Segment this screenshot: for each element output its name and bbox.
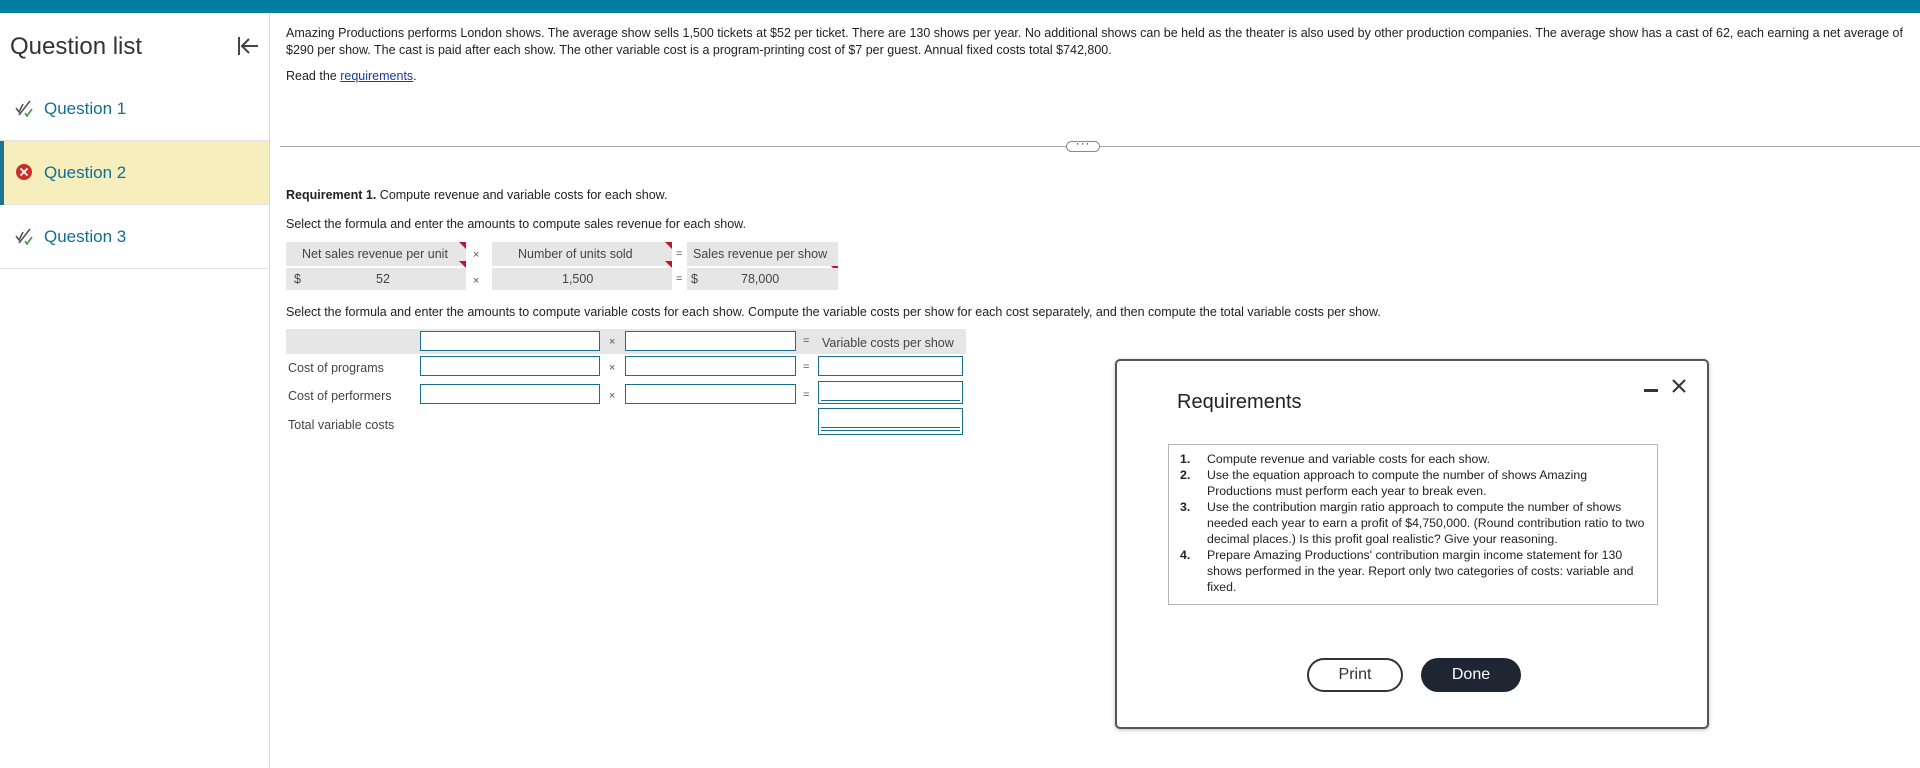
sidebar-item-question-2[interactable] xyxy=(0,141,269,205)
variable-costs-header: Variable costs per show xyxy=(822,336,954,350)
times-operator: × xyxy=(473,249,480,261)
dropdown-marker-icon xyxy=(459,261,466,268)
requirement-number: 4. xyxy=(1180,548,1191,562)
times-operator: × xyxy=(473,275,480,287)
requirement-1-label: Requirement 1. xyxy=(286,188,377,202)
read-prefix: Read the xyxy=(286,69,341,83)
currency-symbol: $ xyxy=(294,272,301,286)
partial-credit-icon xyxy=(14,226,34,246)
equals-operator: = xyxy=(803,335,810,347)
read-requirements-line xyxy=(286,69,417,83)
revenue-col3-header-cell[interactable] xyxy=(687,242,838,266)
requirement-1-text: Compute revenue and variable costs for each show. xyxy=(376,188,668,202)
performers-input-1[interactable] xyxy=(420,384,600,404)
cost-of-programs-label: Cost of programs xyxy=(288,361,384,375)
sidebar-item-question-3[interactable] xyxy=(0,205,269,269)
cost-of-performers-label: Cost of performers xyxy=(288,389,392,403)
revenue-value2-cell[interactable] xyxy=(492,268,672,290)
sidebar-item-label: Question 2 xyxy=(44,163,127,182)
revenue-value3: 78,000 xyxy=(741,272,780,286)
variable-cost-instruction: Select the formula and enter the amounts to compute variable costs for each show. Compute the variable costs per show for each cost separately, and then compute the total variable costs per show. xyxy=(286,305,1381,319)
revenue-col1-header-cell[interactable] xyxy=(286,242,466,266)
equals-operator: = xyxy=(803,361,810,373)
requirement-number: 2. xyxy=(1180,468,1191,482)
currency-symbol: $ xyxy=(691,272,698,286)
performers-result-input[interactable] xyxy=(818,381,963,404)
minimize-icon[interactable] xyxy=(1644,383,1658,397)
partial-credit-icon xyxy=(14,98,34,118)
problem-statement: Amazing Productions performs London shows. The average show sells 1,500 tickets at $52 per ticket. There are 130 shows per year. No additional shows can be held as the theater is also used by other production companies. The average show has a cast of 62, each earning a net average of $290 per show. The cast is paid after each show. The other variable cost is a program-printing cost of $7 per guest. Annual fixed costs total $742,800. xyxy=(286,26,1903,57)
dropdown-marker-icon xyxy=(459,242,466,249)
equals-operator: = xyxy=(676,248,683,260)
sidebar-title: Question list xyxy=(10,33,143,60)
revenue-value1: 52 xyxy=(376,272,390,286)
equals-operator: = xyxy=(803,389,810,401)
revenue-col2-header: Number of units sold xyxy=(518,247,633,261)
section-divider xyxy=(280,146,1920,147)
dropdown-marker-icon xyxy=(665,242,672,249)
requirement-text: Prepare Amazing Productions' contribution margin income statement for 130 shows performed in the year. Report only two categories of costs: variable and fixed. xyxy=(1207,548,1634,594)
top-bar xyxy=(0,0,1920,13)
requirements-list xyxy=(1168,444,1658,605)
times-operator: × xyxy=(609,362,616,374)
revenue-col2-header-cell[interactable] xyxy=(492,242,672,266)
requirement-item xyxy=(1175,467,1651,499)
requirement-item xyxy=(1175,547,1651,595)
revenue-instruction: Select the formula and enter the amounts to compute sales revenue for each show. xyxy=(286,217,746,231)
dialog-title: Requirements xyxy=(1177,391,1302,413)
incorrect-icon xyxy=(14,162,34,182)
dropdown-marker-icon xyxy=(665,261,672,268)
requirements-dialog xyxy=(1115,359,1709,729)
requirement-number: 1. xyxy=(1180,452,1191,466)
requirement-text: Use the contribution margin ratio approach to compute the number of shows needed each year to earn a profit of $4,750,000. (Round contribution ratio to two decimal places.) Is this profit goal realistic? Give your reasoning. xyxy=(1207,500,1645,546)
revenue-col3-header: Sales revenue per show xyxy=(693,247,828,261)
requirement-item xyxy=(1175,499,1651,547)
sidebar-item-label: Question 3 xyxy=(44,227,127,246)
collapse-sidebar-icon[interactable] xyxy=(232,31,262,61)
equals-operator: = xyxy=(676,273,683,285)
revenue-value2: 1,500 xyxy=(562,272,594,286)
close-icon[interactable] xyxy=(1668,375,1690,397)
programs-input-1[interactable] xyxy=(420,356,600,376)
requirement-item xyxy=(1175,451,1651,467)
requirement-text: Compute revenue and variable costs for each show. xyxy=(1207,452,1490,466)
question-list-sidebar xyxy=(0,13,270,768)
programs-result-input[interactable] xyxy=(818,356,963,376)
revenue-value3-cell[interactable] xyxy=(687,268,838,290)
total-variable-costs-label: Total variable costs xyxy=(288,418,395,432)
total-variable-costs-input[interactable] xyxy=(818,408,963,435)
revenue-value1-cell[interactable] xyxy=(286,268,466,290)
sidebar-header xyxy=(0,13,270,77)
read-suffix: . xyxy=(413,69,417,83)
requirements-link[interactable]: requirements xyxy=(340,69,414,83)
programs-input-2[interactable] xyxy=(625,356,796,376)
times-operator: × xyxy=(609,390,616,402)
expand-icon[interactable]: ··· xyxy=(1066,141,1100,152)
sidebar-item-question-1[interactable] xyxy=(0,77,269,141)
formula-header-input-1[interactable] xyxy=(420,331,600,351)
print-button[interactable]: Print xyxy=(1307,658,1403,692)
done-button[interactable]: Done xyxy=(1421,658,1521,692)
revenue-col1-header: Net sales revenue per unit xyxy=(302,247,448,261)
times-operator: × xyxy=(609,336,616,348)
requirement-1-heading xyxy=(286,188,667,202)
sidebar-item-label: Question 1 xyxy=(44,99,127,118)
requirement-number: 3. xyxy=(1180,500,1191,514)
performers-input-2[interactable] xyxy=(625,384,796,404)
requirement-text: Use the equation approach to compute the number of shows Amazing Productions must perform each year to break even. xyxy=(1207,468,1588,498)
formula-header-input-2[interactable] xyxy=(625,331,796,351)
